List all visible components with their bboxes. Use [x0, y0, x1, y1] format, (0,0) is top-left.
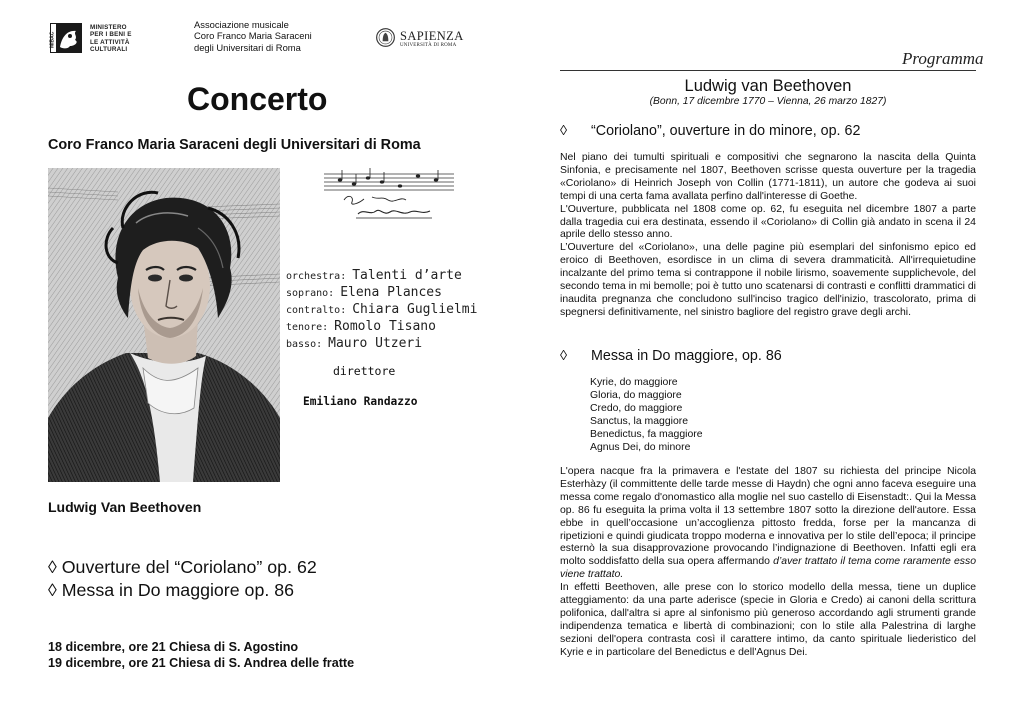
movement-item: Credo, do maggiore — [590, 402, 683, 414]
performer-role: soprano — [286, 288, 329, 299]
quotation: d’aver trattato il tema come raramente esso viene trattato. — [560, 556, 976, 581]
performer-role: orchestra — [286, 271, 341, 282]
performer-role: tenore — [286, 322, 323, 333]
work-title — [560, 348, 782, 364]
performers-list — [286, 265, 477, 350]
performer-name: Chiara Guglielmi — [352, 302, 478, 317]
association-line: degli Universitari di Roma — [194, 41, 301, 53]
paragraph-text: L'opera nacque fra la primavera e l'estate del 1807 su richiesta del principe Nicola Esterhàzy (il committente delle tarde messe di Haydn) che ogni anno faceva eseguire una messa come regalo d'onomastico alla moglie nel suo castello di Eisenstadt:. Qui la Messa op. 86 fu eseguita la prima volta il 13 settembre 1807 sotto la direzione dell'autore. Essa ebbe in quell’occasione un’accoglienza pittosto fredda, forse per la mancanza di ripetizioni e quindi giudicata troppo moderna e innovativa per lo stile dell’epoca; il principe esternò la sua disapprovazione provocando l’indignazione di Beethoven. Infatti egli era molto soddisfatto della sua opera affermando — [560, 466, 976, 568]
work-title-text: Messa in Do maggiore, op. 86 — [591, 348, 782, 364]
concert-title: Concerto — [187, 81, 328, 117]
diamond-icon: ◊ — [560, 123, 568, 139]
university-title: SAPIENZA — [400, 29, 464, 43]
program-piece: ◊ Messa in Do maggiore op. 86 — [48, 580, 294, 600]
performer-name: Talenti d’arte — [352, 268, 462, 283]
movement-item: Agnus Dei, do minore — [590, 441, 691, 453]
university-name — [400, 30, 464, 49]
concert-date: 19 dicembre, ore 21 Chiesa di S. Andrea delle fratte — [48, 656, 355, 670]
movement-item: Kyrie, do maggiore — [590, 377, 678, 388]
performer-row: tenore: Romolo Tisano — [286, 319, 436, 334]
performer-name: Mauro Utzeri — [328, 336, 423, 351]
performer-row: soprano: Elena Plances — [286, 285, 442, 300]
composer-name: Ludwig van Beethoven — [684, 77, 852, 95]
work-title-text: “Coriolano”, ouverture in do minore, op. 62 — [591, 123, 861, 139]
performer-row: contralto: Chiara Guglielmi — [286, 302, 478, 317]
section-divider — [560, 70, 976, 71]
ministry-logo — [48, 22, 84, 54]
paragraph: L’Ouverture del «Coriolano», una delle pagine più esemplari del sinfonismo epico ed eroico di Beethoven, esordisce in un clima di severa drammaticità. All'irrequietudine incalzante del primo tema si contrappone il nobile lirismo, soavemente supplichevole, del secondo tema in mi bemolle; poi è tutto uno scatenarsi di contrasti e conflitti drammatici di inaudita pregnanza che concludono sull'inciso tragico dell'inizio, trascolorato, prima di spegnersi definitivamente, nel sinistro bagliore del registro grave degli archi. — [560, 242, 976, 318]
director-name: Emiliano Randazzo — [303, 395, 418, 408]
paragraph: L'Ouverture, pubblicata nel 1808 come op. 62, fu eseguita nel dicembre 1807 a parte dalla tragedia cui era destinata, essendo il «Coriolano» di Collin già andato in scena il 24 aprile dello stesso anno. — [560, 203, 976, 241]
ministry-line: PER I BENI E — [90, 31, 132, 39]
concert-date: 18 dicembre, ore 21 Chiesa di S. Agostino — [48, 640, 299, 654]
university-subtitle: UNIVERSITÀ DI ROMA — [400, 43, 457, 48]
work-title — [560, 123, 860, 139]
ministry-line: MINISTERO — [90, 24, 127, 31]
ministry-name — [90, 24, 132, 53]
composer-heading: Ludwig Van Beethoven — [48, 499, 202, 515]
mass-description — [560, 466, 976, 660]
movement-item: Gloria, do maggiore — [590, 389, 682, 401]
paragraph: Nel piano dei tumulti spirituali e compositivi che segnarono la nascita della Quinta Sinfonia, e precisamente nel 1807, Beethoven scrisse questa ouverture per la tragedia «Coriolano» di Heinrich Joseph von Collin (1771-1811), un autore che godeva ai suoi tempi di una certa fama avallata perfino dall'interesse di Goethe. — [560, 152, 976, 202]
performer-role: contralto — [286, 305, 341, 316]
performer-name: Elena Plances — [340, 285, 442, 300]
coriolano-description — [560, 152, 976, 320]
mass-movements — [590, 377, 703, 454]
program-piece: ◊ Ouverture del “Coriolano” op. 62 — [48, 557, 317, 577]
association-line: Associazione musicale — [194, 19, 289, 30]
ministry-line: LE ATTIVITÀ — [90, 38, 130, 46]
section-title: Programma — [902, 49, 984, 68]
ministry-line: CULTURALI — [90, 45, 128, 53]
manuscript-autograph — [320, 166, 458, 222]
paragraph — [560, 466, 976, 582]
diamond-icon: ◊ — [560, 348, 568, 364]
movement-item: Benedictus, fa maggiore — [590, 428, 703, 440]
movement-item: Sanctus, la maggiore — [590, 415, 689, 427]
composer-lifespan: (Bonn, 17 dicembre 1770 – Vienna, 26 marzo 1827) — [649, 96, 887, 107]
choir-name: Coro Franco Maria Saraceni degli Universitari di Roma — [48, 137, 421, 153]
association-line: Coro Franco Maria Saraceni — [194, 30, 312, 42]
performer-row: orchestra: Talenti d’arte — [286, 268, 462, 283]
association-name — [194, 19, 312, 53]
director-label: direttore — [333, 364, 396, 378]
university-seal-icon — [376, 28, 395, 47]
paragraph: In effetti Beethoven, alle prese con lo storico modello della messa, tiene un duplice atteggiamento: da una parte aderisce (specie in Gloria e Credo) ai canoni della scrittura polifonica, dall'altra si apre al sinfonismo più generoso accordando agli strumenti grande indipendenza tematica e libertà di combinazioni; con lo stile alla Palestrina di larghe sezioni dell'opera contrasta così il carattere intimo, da canto spirituale liederistico del Kyrie e in particolare del Benedictus e dell'Agnus Dei. — [560, 582, 976, 658]
performer-name: Romolo Tisano — [334, 319, 436, 334]
ministry-logo-text: MIBAC — [49, 31, 56, 48]
beethoven-portrait — [48, 168, 280, 482]
performer-row: basso: Mauro Utzeri — [286, 336, 423, 351]
performer-role: basso — [286, 339, 317, 350]
